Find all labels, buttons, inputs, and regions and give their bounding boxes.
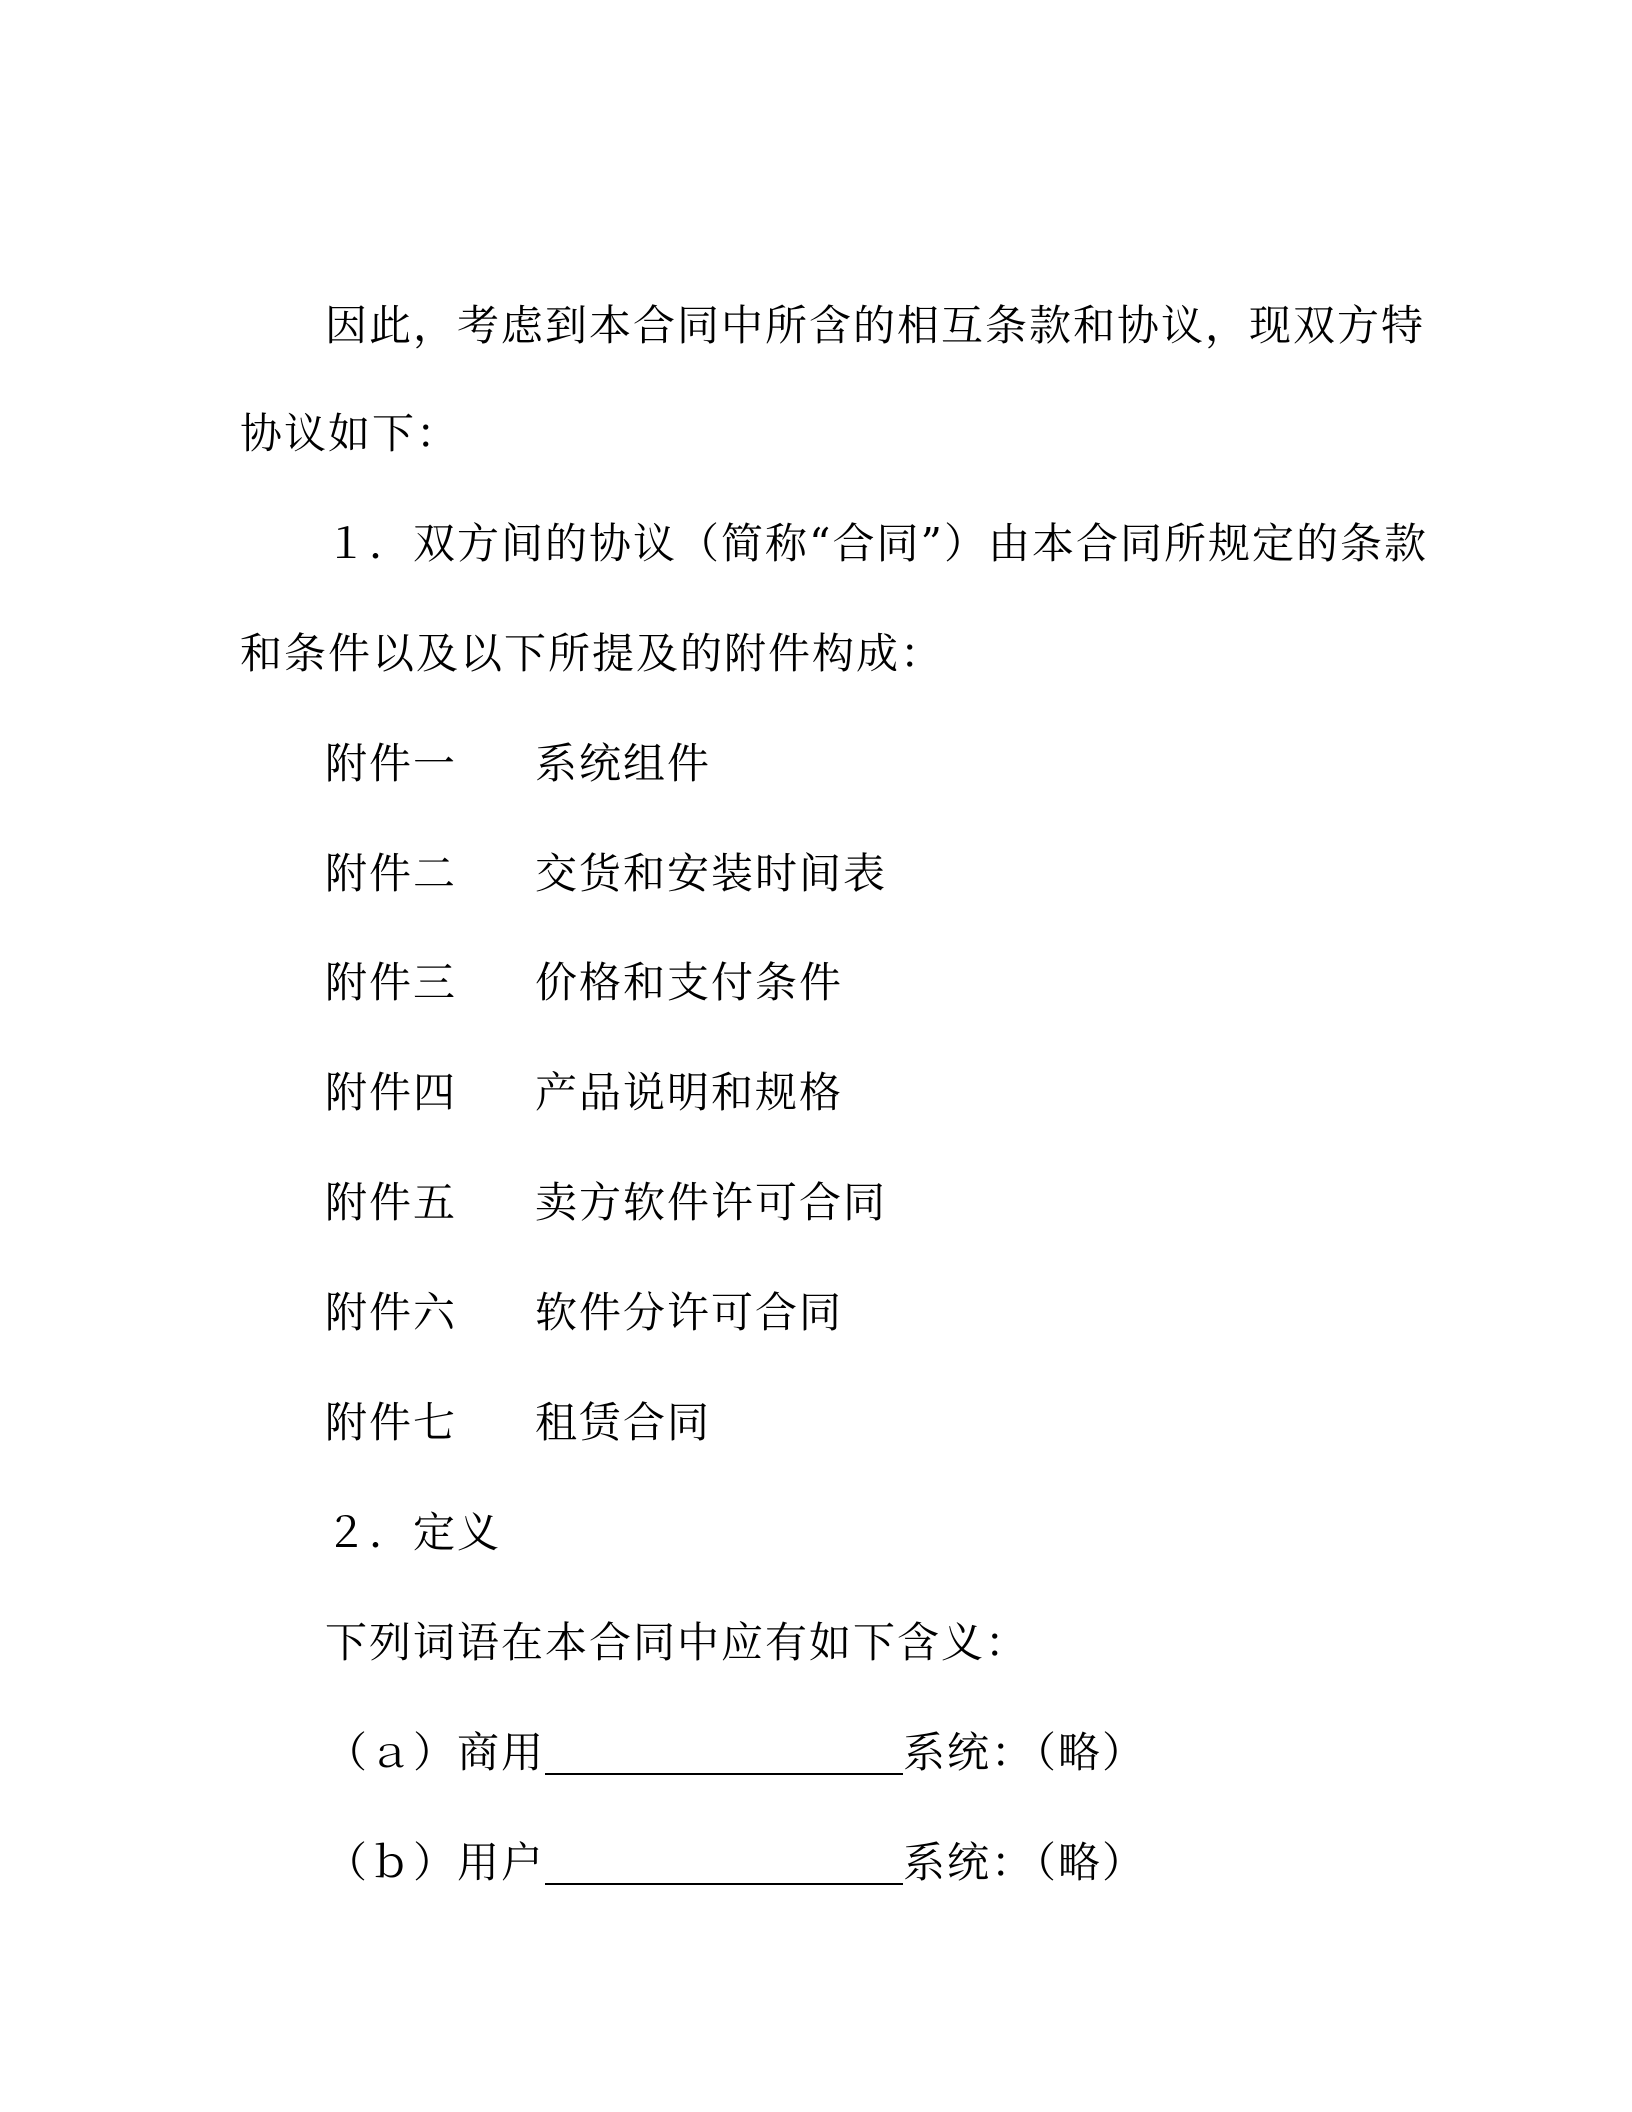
definition-prefix: （ａ）商用: [325, 1728, 546, 1777]
definitions-intro: 下列词语在本合同中应有如下含义：: [325, 1618, 1030, 1667]
annex-label: 附件四: [325, 1068, 458, 1117]
intro-paragraph-line-2: 协议如下：: [240, 409, 461, 458]
annex-label: 附件六: [325, 1288, 458, 1337]
annex-title: 系统组件: [535, 739, 712, 788]
annex-label: 附件一: [325, 739, 458, 788]
clause-2-heading: ２．定义: [325, 1508, 502, 1557]
annex-title: 产品说明和规格: [535, 1068, 844, 1117]
definition-suffix: 系统：（略）: [903, 1728, 1147, 1777]
definition-item: [325, 1723, 1146, 1783]
blank-fill-line: [545, 1839, 903, 1885]
definition-suffix: 系统：（略）: [903, 1838, 1147, 1887]
clause-1-line-1: １．双方间的协议（简称“合同”）由本合同所规定的条款: [325, 519, 1428, 568]
annex-title: 交货和安装时间表: [535, 849, 888, 898]
blank-fill-line: [545, 1729, 903, 1775]
annex-label: 附件七: [325, 1398, 458, 1447]
annex-title: 卖方软件许可合同: [535, 1178, 888, 1227]
annex-label: 附件三: [325, 958, 458, 1007]
annex-title: 租赁合同: [535, 1398, 712, 1447]
annex-title: 软件分许可合同: [535, 1288, 844, 1337]
definition-prefix: （ｂ）用户: [325, 1838, 546, 1887]
definition-item: [325, 1833, 1146, 1893]
clause-1-line-2: 和条件以及以下所提及的附件构成：: [240, 629, 945, 678]
intro-paragraph-line-1: 因此，考虑到本合同中所含的相互条款和协议，现双方特: [325, 301, 1426, 350]
annex-title: 价格和支付条件: [535, 958, 844, 1007]
annex-label: 附件二: [325, 849, 458, 898]
annex-label: 附件五: [325, 1178, 458, 1227]
